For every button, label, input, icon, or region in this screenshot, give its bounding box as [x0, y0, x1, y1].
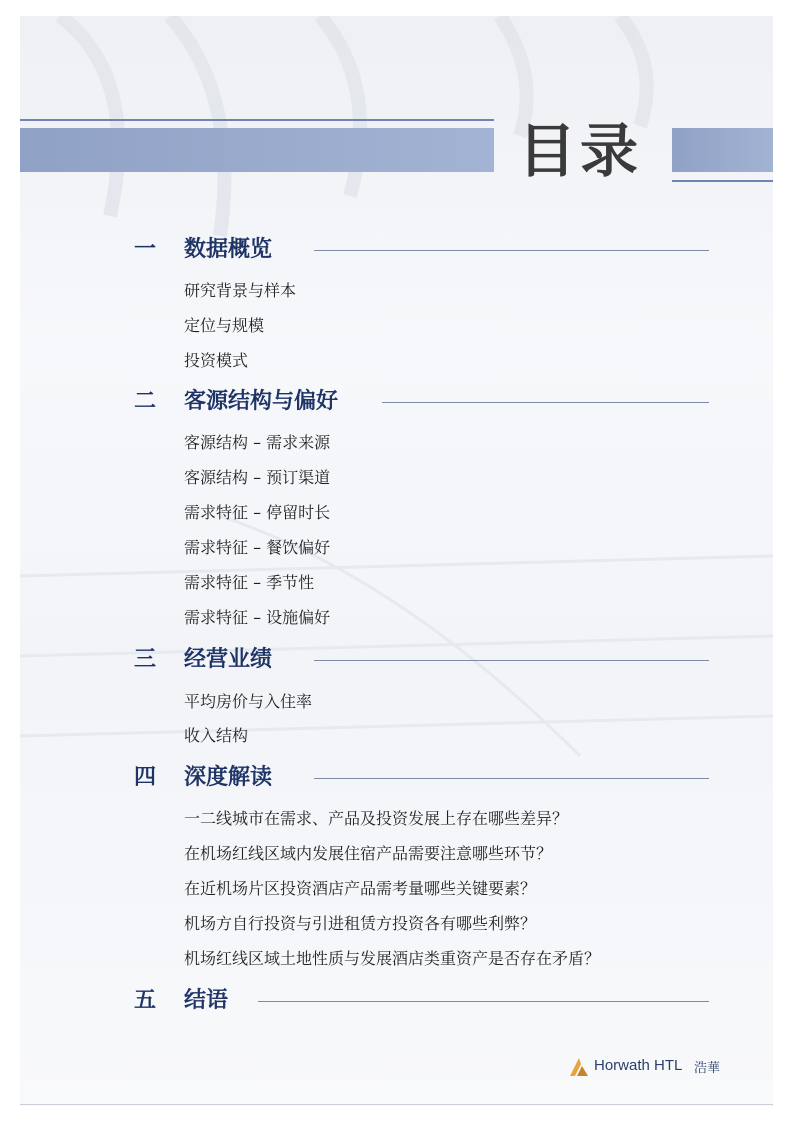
toc-item[interactable]: 一二线城市在需求、产品及投资发展上存在哪些差异？ — [184, 809, 569, 828]
header-bar-right — [672, 128, 773, 172]
toc-section-5[interactable] — [0, 985, 793, 1017]
toc-section-4[interactable] — [0, 762, 793, 794]
footer-rule — [20, 1104, 773, 1105]
toc-section-1[interactable] — [0, 234, 793, 266]
toc-item[interactable]: 需求特征 – 季节性 — [184, 573, 315, 592]
section-divider — [314, 250, 709, 251]
toc-item[interactable]: 需求特征 – 设施偏好 — [184, 608, 331, 627]
toc-item[interactable]: 在机场红线区域内发展住宿产品需要注意哪些环节？ — [184, 844, 553, 863]
section-title: 数据概览 — [184, 237, 273, 262]
section-number: 一 — [134, 237, 157, 262]
architecture-background — [20, 16, 773, 1106]
section-title: 经营业绩 — [184, 647, 273, 672]
section-title: 结语 — [184, 988, 229, 1013]
toc-item[interactable]: 需求特征 – 餐饮偏好 — [184, 538, 331, 557]
toc-item[interactable]: 定位与规模 — [184, 316, 265, 335]
toc-item[interactable]: 平均房价与入住率 — [184, 692, 313, 711]
logo-mark-icon — [568, 1056, 590, 1078]
section-divider — [258, 1001, 709, 1002]
logo-text: Horwath HTL — [594, 1057, 683, 1074]
horwath-htl-logo — [568, 1054, 728, 1080]
section-divider — [314, 660, 709, 661]
toc-item[interactable]: 客源结构 – 预订渠道 — [184, 468, 331, 487]
section-number: 二 — [134, 389, 157, 414]
section-number: 五 — [134, 988, 157, 1013]
section-divider — [314, 778, 709, 779]
section-title: 深度解读 — [184, 765, 273, 790]
toc-item[interactable]: 研究背景与样本 — [184, 281, 297, 300]
page-background — [20, 16, 773, 1106]
toc-item[interactable]: 机场方自行投资与引进租赁方投资各有哪些利弊？ — [184, 914, 537, 933]
toc-item[interactable]: 机场红线区域土地性质与发展酒店类重资产是否存在矛盾？ — [184, 949, 601, 968]
toc-item[interactable]: 客源结构 – 需求来源 — [184, 433, 331, 452]
toc-item[interactable]: 收入结构 — [184, 726, 249, 745]
toc-section-3[interactable] — [0, 644, 793, 676]
header-bar-left — [20, 128, 494, 172]
header-rule-right — [672, 180, 773, 182]
page-title: 目录 — [518, 117, 643, 185]
toc-item[interactable]: 需求特征 – 停留时长 — [184, 503, 331, 522]
toc-item[interactable]: 在近机场片区投资酒店产品需考量哪些关键要素？ — [184, 879, 537, 898]
section-number: 三 — [134, 647, 157, 672]
header-rule-left — [20, 119, 494, 121]
section-divider — [382, 402, 709, 403]
section-title: 客源结构与偏好 — [184, 389, 339, 414]
toc-item[interactable]: 投资模式 — [184, 351, 249, 370]
toc-section-2[interactable] — [0, 386, 793, 418]
section-number: 四 — [134, 765, 157, 790]
logo-chinese-text: 浩華 — [694, 1061, 721, 1076]
